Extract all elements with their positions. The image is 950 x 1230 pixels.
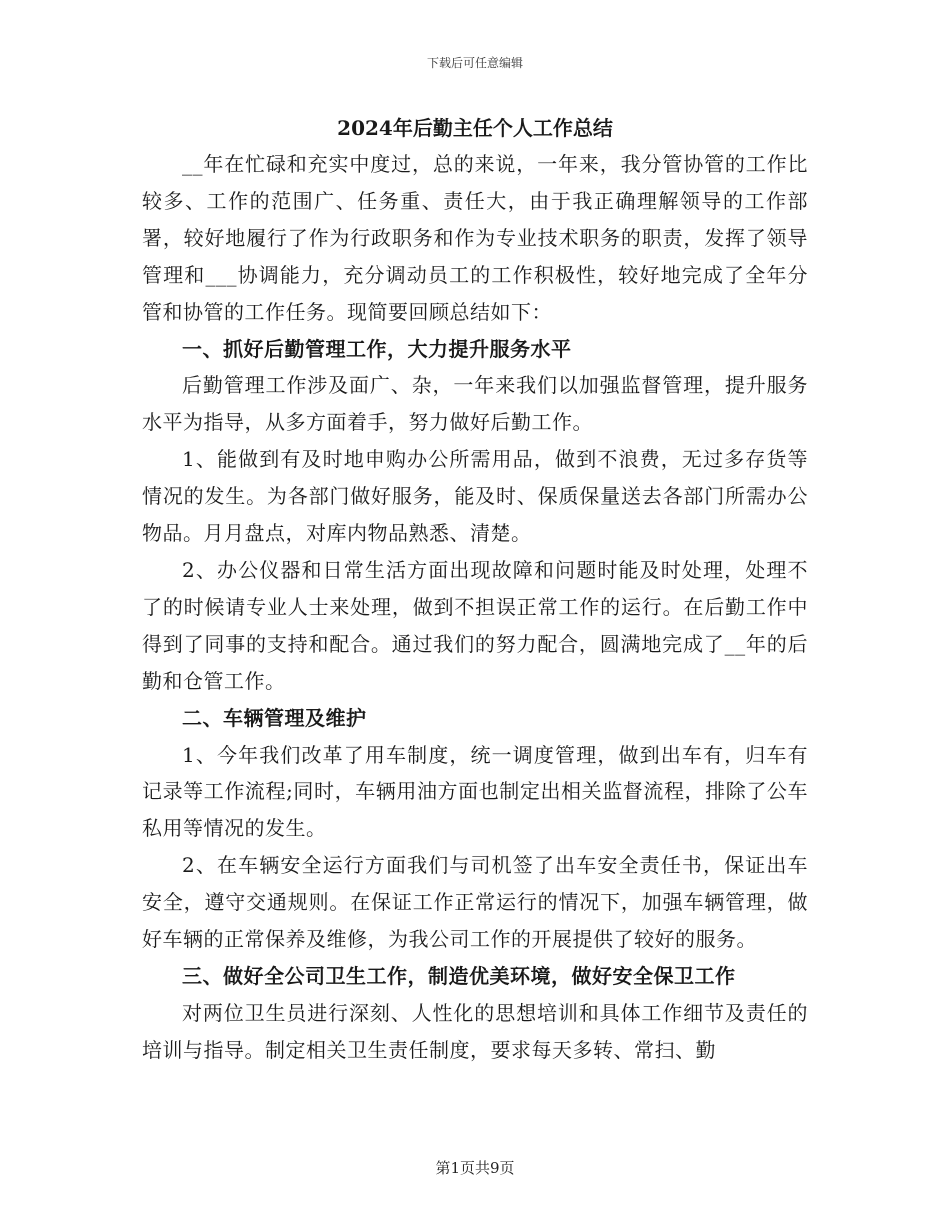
document-title: 2024年后勤主任个人工作总结	[337, 116, 613, 140]
section-1-item-1: 1、能做到有及时地申购办公所需用品，做到不浪费，无过多存货等情况的发生。为各部门做好服务，能及时、保质保量送去各部门所需办公物品。月月盘点，对库内物品熟悉、清楚。	[142, 447, 808, 546]
section-heading-2: 二、车辆管理及维护	[182, 705, 367, 730]
section-2-item-2: 2、在车辆安全运行方面我们与司机签了出车安全责任书，保证出车安全，遵守交通规则。在保证工作正常运行的情况下，加强车辆管理，做好车辆的正常保养及维修，为我公司工作的开展提供了较好的服务。	[142, 853, 808, 952]
page-number-footer: 第1页共9页	[435, 1159, 515, 1177]
section-heading-1: 一、抓好后勤管理工作，大力提升服务水平	[182, 336, 572, 361]
section-1-item-2: 2、办公仪器和日常生活方面出现故障和问题时能及时处理，处理不了的时候请专业人士来处理，做到不担误正常工作的运行。在后勤工作中得到了同事的支持和配合。通过我们的努力配合，圆满地完成了__年的后勤和仓管工作。	[142, 557, 808, 693]
header-note: 下载后可任意编辑	[426, 56, 523, 70]
document-body	[142, 110, 808, 1069]
section-heading-3: 三、做好全公司卫生工作，制造优美环境，做好安全保卫工作	[182, 963, 736, 988]
section-3-paragraph: 对两位卫生员进行深刻、人性化的思想培训和具体工作细节及责任的培训与指导。制定相关卫生责任制度，要求每天多转、常扫、勤	[142, 1000, 808, 1062]
section-1-paragraph: 后勤管理工作涉及面广、杂，一年来我们以加强监督管理，提升服务水平为指导，从多方面着手，努力做好后勤工作。	[142, 373, 808, 435]
section-2-item-1: 1、今年我们改革了用车制度，统一调度管理，做到出车有，归车有记录等工作流程;同时，车辆用油方面也制定出相关监督流程，排除了公车私用等情况的发生。	[142, 742, 808, 841]
intro-paragraph: __年在忙碌和充实中度过，总的来说，一年来，我分管协管的工作比较多、工作的范围广、任务重、责任大，由于我正确理解领导的工作部署，较好地履行了作为行政职务和作为专业技术职务的职责，发挥了领导管理和___协调能力，充分调动员工的工作积极性，较好地完成了全年分管和协管的工作任务。现简要回顾总结如下：	[142, 152, 808, 324]
